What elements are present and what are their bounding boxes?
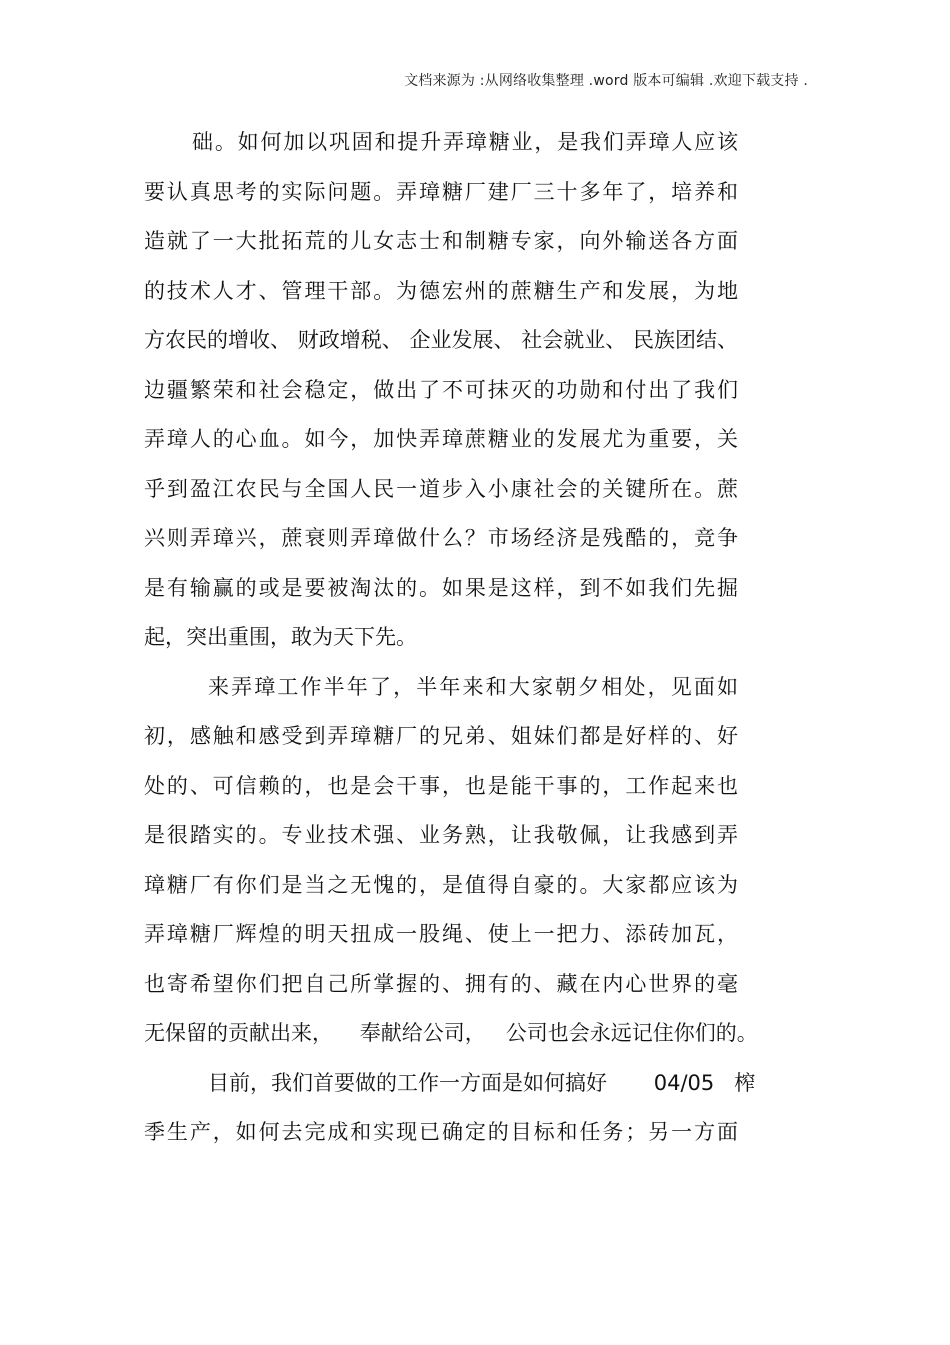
text-line: 起，突出重围，敢为天下先。 — [144, 625, 417, 649]
text-line: 造就了一大批拓荒的儿女志士和制糖专家，向外输送各方面 — [144, 229, 740, 253]
text-line: 也寄希望你们把自己所掌握的、拥有的、藏在内心世界的毫 — [144, 971, 740, 996]
text-line: 方农民的增收、 财政增税、 企业发展、 社会就业、 民族团结、 — [144, 328, 739, 352]
text-line: 处的、可信赖的，也是会干事，也是能干事的，工作起来也 — [144, 773, 740, 798]
text-line: 初，感触和感受到弄璋糖厂的兄弟、姐妹们都是好样的、好 — [144, 724, 740, 748]
text-line: 要认真思考的实际问题。弄璋糖厂建厂三十多年了，培养和 — [144, 179, 740, 204]
text-line: 弄璋糖厂辉煌的明天扭成一股绳、使上一把力、添砖加瓦， — [144, 922, 740, 946]
text-line: 乎到盈江农民与全国人民一道步入小康社会的关键所在。蔗 — [144, 476, 740, 501]
text-line: 季生产，如何去完成和实现已确定的目标和任务；另一方面 — [144, 1120, 740, 1144]
text-line: 目前，我们首要做的工作一方面是如何搞好 04/05 榨 — [208, 1070, 756, 1095]
text-line: 弄璋人的心血。如今，加快弄璋蔗糖业的发展尤为重要，关 — [144, 427, 740, 451]
page-header-note: 文档来源为 :从网络收集整理 .word 版本可编辑 .欢迎下载支持 . — [404, 73, 808, 89]
text-line: 来弄璋工作半年了，半年来和大家朝夕相处，见面如 — [208, 674, 741, 699]
text-line: 边疆繁荣和社会稳定，做出了不可抹灭的功勋和付出了我们 — [144, 377, 740, 402]
text-line: 无保留的贡献出来， 奉献给公司， 公司也会永远记住你们的。 — [144, 1021, 758, 1045]
text-line: 是很踏实的。专业技术强、业务熟，让我敬佩，让我感到弄 — [144, 823, 740, 847]
text-line: 的技术人才、管理干部。为德宏州的蔗糖生产和发展，为地 — [144, 278, 740, 303]
text-line: 础。如何加以巩固和提升弄璋糖业，是我们弄璋人应该 — [192, 130, 740, 154]
text-line: 兴则弄璋兴，蔗衰则弄璋做什么？市场经济是残酷的，竞争 — [144, 526, 740, 550]
document-body — [144, 122, 824, 1162]
text-line: 是有输赢的或是要被淘汰的。如果是这样，到不如我们先掘 — [144, 575, 740, 600]
text-line: 璋糖厂有你们是当之无愧的，是值得自豪的。大家都应该为 — [144, 872, 740, 897]
